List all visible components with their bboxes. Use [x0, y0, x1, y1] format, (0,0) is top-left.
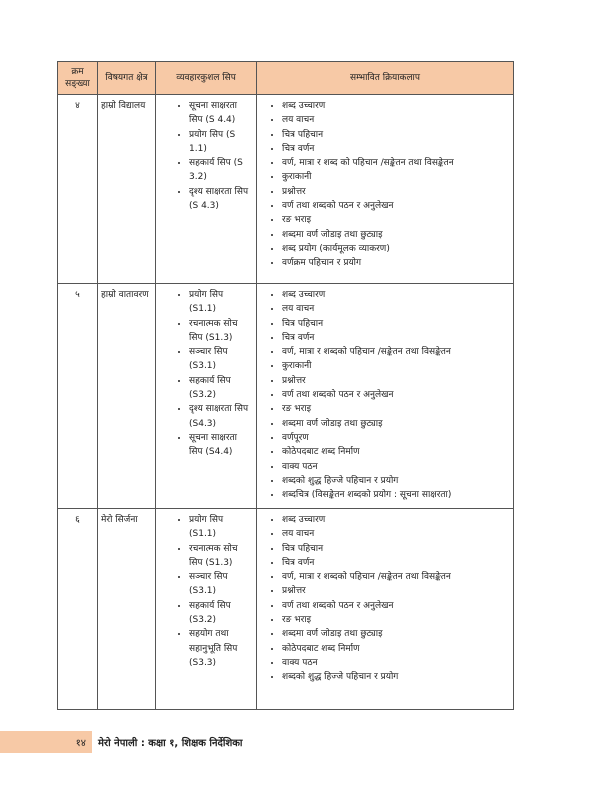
activity-table — [57, 61, 514, 710]
activities-list — [260, 288, 510, 502]
activity-item: • वर्णपूरण — [282, 431, 510, 445]
activity-item: • शब्दचित्र (विसङ्केतन शब्दको प्रयोग : सूचना साक्षरता) — [282, 488, 510, 502]
activity-item: • रङ भराइ — [282, 213, 510, 227]
skill-item: • रचनात्मक सोच सिप (S1.3) — [189, 317, 253, 346]
soft-skills-cell — [156, 95, 257, 284]
skill-item: • प्रयोग सिप (S1.1) — [189, 513, 253, 542]
soft-skills-cell — [156, 509, 257, 710]
activities-list — [260, 99, 510, 271]
activities-cell — [257, 509, 514, 710]
activity-item: • लय वाचन — [282, 302, 510, 316]
activity-item: • चित्र पहिचान — [282, 542, 510, 556]
activity-item: • शब्दको शुद्ध हिज्जे पहिचान र प्रयोग — [282, 670, 510, 684]
activity-item: • वर्ण, मात्रा र शब्द को पहिचान /सङ्केतन तथा विसङ्केतन — [282, 156, 510, 170]
skill-item: • सञ्चार सिप (S3.1) — [189, 570, 253, 599]
skill-item: • प्रयोग सिप (S 1.1) — [189, 128, 253, 157]
activity-item: • शब्द प्रयोग (कार्यमूलक व्याकरण) — [282, 242, 510, 256]
page-number-box — [0, 731, 92, 753]
activity-item: • चित्र वर्णन — [282, 331, 510, 345]
serial-number-cell: ५ — [58, 284, 98, 509]
activity-item: • वर्णक्रम पहिचान र प्रयोग — [282, 256, 510, 270]
activity-item: • लय वाचन — [282, 527, 510, 541]
table-row — [58, 284, 514, 509]
skills-list — [159, 513, 253, 670]
activity-item: • कुराकानी — [282, 170, 510, 184]
header-possible-activities: सम्भावित क्रियाकलाप — [257, 62, 514, 95]
skill-item: • दृश्य साक्षरता सिप (S4.3) — [189, 402, 253, 431]
skill-item: • प्रयोग सिप (S1.1) — [189, 288, 253, 317]
activity-item: • वाक्य पठन — [282, 656, 510, 670]
skill-item: • सहयोग तथा सहानुभूति सिप (S3.3) — [189, 627, 253, 670]
serial-number-cell: ६ — [58, 509, 98, 710]
activity-item: • शब्द उच्चारण — [282, 99, 510, 113]
activity-item: • चित्र वर्णन — [282, 556, 510, 570]
activity-item: • प्रश्नोत्तर — [282, 584, 510, 598]
activity-item: • शब्दको शुद्ध हिज्जे पहिचान र प्रयोग — [282, 474, 510, 488]
activity-item: • रङ भराइ — [282, 402, 510, 416]
activity-item: • प्रश्नोत्तर — [282, 374, 510, 388]
subject-area-cell: मेरो सिर्जना — [98, 509, 156, 710]
activity-item: • शब्द उच्चारण — [282, 513, 510, 527]
soft-skills-cell — [156, 284, 257, 509]
table-row — [58, 95, 514, 284]
activity-item: • रङ भराइ — [282, 613, 510, 627]
skills-list — [159, 288, 253, 460]
activity-item: • कोठेपदबाट शब्द निर्माण — [282, 445, 510, 459]
activity-item: • चित्र पहिचान — [282, 128, 510, 142]
activity-item: • वर्ण तथा शब्दको पठन र अनुलेखन — [282, 388, 510, 402]
skill-item: • सूचना साक्षरता सिप (S 4.4) — [189, 99, 253, 128]
activity-item: • चित्र पहिचान — [282, 317, 510, 331]
activity-item: • कुराकानी — [282, 359, 510, 373]
activities-cell — [257, 95, 514, 284]
skill-item: • सूचना साक्षरता सिप (S4.4) — [189, 431, 253, 460]
book-title: मेरो नेपाली : कक्षा १, शिक्षक निर्देशिका — [98, 738, 243, 749]
skill-item: • दृश्य साक्षरता सिप (S 4.3) — [189, 185, 253, 214]
skill-item: • सहकार्य सिप (S 3.2) — [189, 156, 253, 185]
header-subject-area: विषयगत क्षेत्र — [98, 62, 156, 95]
activity-item: • प्रश्नोत्तर — [282, 185, 510, 199]
header-soft-skills: व्यवहारकुशल सिप — [156, 62, 257, 95]
activity-item: • शब्दमा वर्ण जोडाइ तथा छुट्याइ — [282, 228, 510, 242]
activities-list — [260, 513, 510, 685]
subject-area-cell: हाम्रो विद्यालय — [98, 95, 156, 284]
table-header-row — [58, 62, 514, 95]
skill-item: • रचनात्मक सोच सिप (S1.3) — [189, 542, 253, 571]
skill-item: • सहकार्य सिप (S3.2) — [189, 599, 253, 628]
page-footer — [0, 731, 596, 753]
activity-item: • वाक्य पठन — [282, 460, 510, 474]
activity-item: • शब्द उच्चारण — [282, 288, 510, 302]
activity-item: • वर्ण, मात्रा र शब्दको पहिचान /सङ्केतन तथा विसङ्केतन — [282, 570, 510, 584]
activity-item: • वर्ण तथा शब्दको पठन र अनुलेखन — [282, 599, 510, 613]
table-row — [58, 509, 514, 710]
activity-item: • शब्दमा वर्ण जोडाइ तथा छुट्याइ — [282, 627, 510, 641]
skill-item: • सञ्चार सिप (S3.1) — [189, 345, 253, 374]
header-serial-number: क्रम सङ्ख्या — [58, 62, 98, 95]
page-number: १४ — [75, 738, 86, 749]
activity-item: • कोठेपदबाट शब्द निर्माण — [282, 642, 510, 656]
skills-list — [159, 99, 253, 213]
activity-item: • वर्ण, मात्रा र शब्दको पहिचान /सङ्केतन तथा विसङ्केतन — [282, 345, 510, 359]
activity-item: • शब्दमा वर्ण जोडाइ तथा छुट्याइ — [282, 417, 510, 431]
skill-item: • सहकार्य सिप (S3.2) — [189, 374, 253, 403]
activity-item: • लय वाचन — [282, 113, 510, 127]
activity-item: • चित्र वर्णन — [282, 142, 510, 156]
activity-item: • वर्ण तथा शब्दको पठन र अनुलेखन — [282, 199, 510, 213]
subject-area-cell: हाम्रो वातावरण — [98, 284, 156, 509]
activities-cell — [257, 284, 514, 509]
serial-number-cell: ४ — [58, 95, 98, 284]
